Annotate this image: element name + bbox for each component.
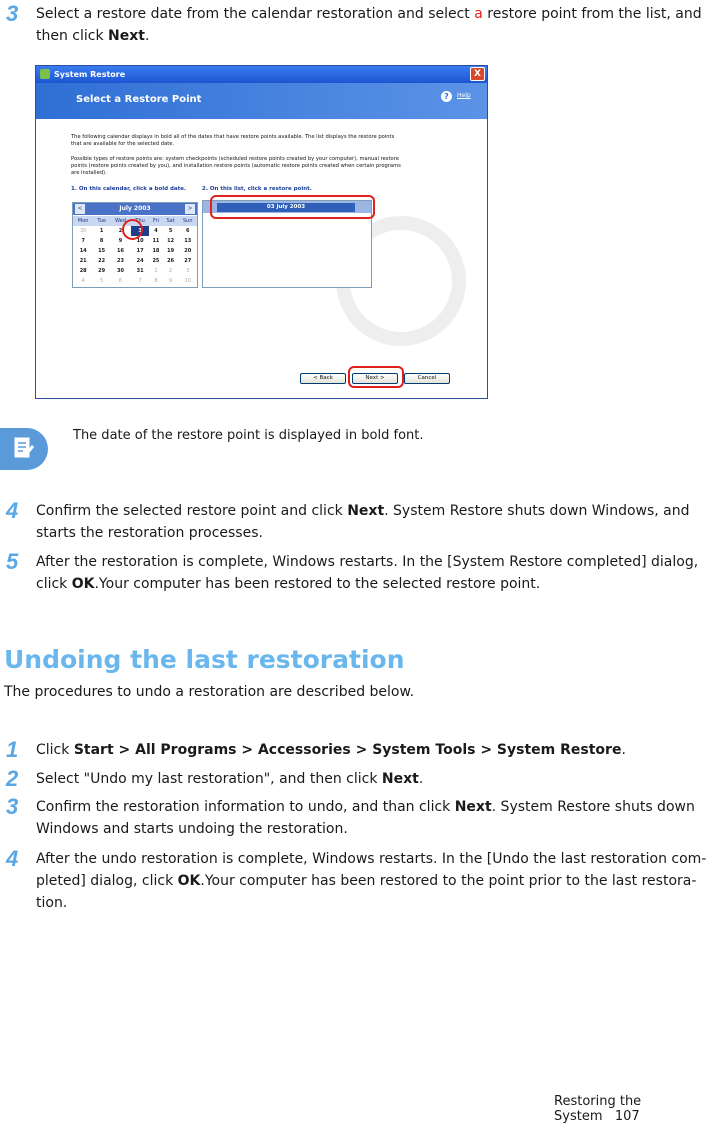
step-number: 4 [6,498,19,523]
step-text: Select a restore date from the calendar restoration and select a restore point from the list, and then click Next. [36,6,702,44]
weekday-label: Sun [179,216,197,226]
calendar-day[interactable]: 5 [100,278,104,284]
calendar-day[interactable]: 2 [118,228,123,234]
note-icon [0,428,48,470]
calendar-day[interactable]: 13 [184,238,192,244]
step-number: 1 [6,737,19,762]
weekday-label: Tue [93,216,110,226]
step-text: Click Start > All Programs > Accessories > System Tools > System Restore. [36,742,626,758]
calendar-day[interactable]: 24 [136,258,144,264]
calendar-day[interactable]: 25 [152,258,160,264]
calendar-day[interactable]: 28 [79,268,87,274]
step-text: After the undo restoration is complete, Windows restarts. In the [Undo the last restoration com-pleted] dialog, click OK.Your computer has been restored to the point prior to the last restora-tion. [36,851,707,911]
calendar-day[interactable]: 21 [79,258,87,264]
calendar-day[interactable]: 4 [154,228,158,234]
calendar-day[interactable]: 30 [116,268,124,274]
weekday-label: Fri [149,216,162,226]
step-number: 4 [6,846,19,871]
system-restore-icon [40,69,50,79]
calendar-month: July 2003 [73,203,197,215]
calendar-day[interactable]: 12 [167,238,175,244]
note-text: The date of the restore point is displayed in bold font. [73,428,424,443]
system-restore-screenshot [35,65,488,399]
weekday-label: Wed [110,216,131,226]
wizard-banner [36,83,487,119]
calendar-day[interactable]: 3 [186,268,190,274]
back-button[interactable]: < Back [300,373,346,384]
weekday-label: Thu [131,216,149,226]
calendar-day[interactable]: 4 [81,278,85,284]
step-text: Select "Undo my last restoration", and then click Next. [36,771,424,787]
description-text: Possible types of restore points are: system checkpoints (scheduled restore points created by your computer), manual restore points (restore points created by you), and installation restore points (automatic restore points created when certain programs are installed). [71,156,401,176]
selected-date-highlight [122,219,143,240]
calendar-day[interactable]: 16 [116,248,124,254]
calendar-day[interactable]: 7 [81,238,85,244]
calendar-prev-button[interactable]: < [75,204,85,214]
calendar-day[interactable]: 17 [136,248,144,254]
step-number: 3 [6,1,19,26]
step-number: 2 [6,766,19,791]
weekday-label: Sat [163,216,179,226]
calendar-day[interactable]: 7 [138,278,142,284]
weekday-label: Mon [73,216,93,226]
page-footer [554,1094,726,1124]
window-title: System Restore [54,70,126,79]
description-text: The following calendar displays in bold all of the dates that have restore points available. The list displays the restore points that are available for the selected date. [71,134,395,147]
calendar-day[interactable]: 31 [136,268,144,274]
step-text: Confirm the selected restore point and click Next. System Restore shuts down Windows, and starts the restoration processes. [36,503,690,541]
help-link[interactable]: Help [457,92,471,99]
list-label: 2. On this list, click a restore point. [202,186,312,192]
calendar-day[interactable]: 1 [154,268,158,274]
calendar-day[interactable]: 10 [136,238,144,244]
calendar-day[interactable]: 14 [79,248,87,254]
step-number: 3 [6,794,19,819]
calendar-day[interactable]: 9 [118,238,123,244]
cancel-button[interactable]: Cancel [404,373,450,384]
restore-point-highlight [210,195,375,219]
footer-section: Restoring the System [554,1094,642,1124]
step-number: 5 [6,549,19,574]
calendar-day[interactable]: 10 [184,278,191,284]
calendar-next-button[interactable]: > [185,204,195,214]
calendar-day[interactable]: 20 [184,248,192,254]
next-button-highlight [348,366,404,388]
calendar-day[interactable]: 22 [98,258,106,264]
calendar-day[interactable]: 2 [169,268,173,274]
calendar-label: 1. On this calendar, click a bold date. [71,186,187,192]
calendar-day[interactable]: 1 [99,228,104,234]
next-button[interactable]: Next > [352,373,398,384]
calendar-day[interactable]: 15 [98,248,106,254]
calendar-day[interactable]: 8 [99,238,104,244]
calendar-day[interactable]: 11 [152,238,160,244]
calendar-day[interactable]: 18 [152,248,160,254]
calendar-day-selected[interactable]: 3 [131,226,149,236]
calendar-day[interactable]: 6 [186,228,190,234]
calendar-day[interactable]: 9 [169,278,173,284]
calendar-day[interactable]: 6 [118,278,123,284]
calendar-day[interactable]: 26 [167,258,175,264]
calendar-day[interactable]: 5 [168,228,173,234]
calendar-day[interactable]: 29 [98,268,106,274]
calendar-day[interactable]: 23 [116,258,124,264]
calendar-day[interactable]: 8 [154,278,158,284]
intro-text: The procedures to undo a restoration are described below. [4,684,415,700]
section-heading: Undoing the last restoration [4,645,405,674]
help-icon[interactable]: ? [441,91,452,102]
wizard-title: Select a Restore Point [76,94,202,105]
step-text: After the restoration is complete, Windows restarts. In the [System Restore completed] dialog, click OK.Your computer has been restored to the selected restore point. [36,554,699,592]
window-titlebar [36,66,487,83]
step-text: Confirm the restoration information to undo, and than click Next. System Restore shuts down Windows and starts undoing the restoration. [36,799,695,837]
restore-point-item[interactable]: 03 July 2003 [217,203,355,212]
calendar-day[interactable]: 30 [80,228,87,234]
calendar-day[interactable]: 19 [167,248,175,254]
calendar-day[interactable]: 27 [184,258,192,264]
close-button[interactable]: X [470,67,485,81]
calendar [72,202,198,288]
page-number: 107 [614,1109,640,1124]
